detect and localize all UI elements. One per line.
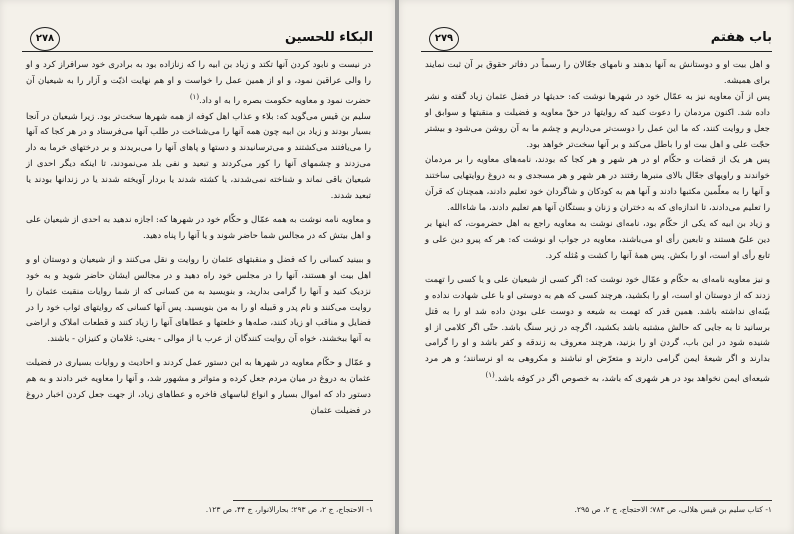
paragraph: و زیاد بن ابیه که یکی از حکّام بود، نامه‌ای نوشت به معاویه راجع به اهل حضرموت، که اینها بر دین علیّ هستند و تابعین رأی او می‌باشند، معاویه در جواب او نوشت که: هر که پیرو دین علی و تابع رأی او است، او را بکش. پس همهٔ آنها را کشت و مُثله کرد. <box>425 219 770 261</box>
header-rule <box>421 51 772 52</box>
left-running-title: البكاء للحسين <box>284 30 373 45</box>
header-rule <box>22 51 373 52</box>
paragraph: و اهل بیت او و دوستانش به آنها بدهند و نامهای جعّالان را رسماً در دفاتر حقوق بر آن ثبت نمایند برای همیشه. <box>425 60 770 86</box>
right-body-text <box>425 58 770 388</box>
paragraph: و معاویه نامه نوشت به همه عمّال و حکّام خود در شهرها که: اجازه ندهید به احدی از شیعیان علی و اهل بیتش که در مجالس شما حاضر شوند و یا آنها را پناه دهید. <box>26 215 371 241</box>
right-page-header <box>421 30 772 52</box>
footnote-rule <box>233 500 373 501</box>
left-page-number: ۲۷۸ <box>30 27 60 51</box>
right-running-title: باب هفتم <box>710 30 772 45</box>
right-page <box>399 0 794 534</box>
footnote-text: ۱- الاحتجاج، ج ۲، ص ۲۹۳؛ بحارالانوار، ج ۴۴، ص ۱۲۳. <box>205 505 373 514</box>
paragraph: پس هر یک از قضات و حکّام او در هر شهر و هر کجا که بودند، نامه‌های معاویه را بر مردمان خواندند و راویهای جعّال بالای منبرها رفتند در هر شهر و هر مسجدی و به دروغ روایتهایی ساختند و آنها را به معلّمین مکتبها دادند و آنها هم به کودکان و شاگردان خود تعلیم دادند، همچنان که قرآن را تعلیم می‌دادند، تا اندازه‌ای که به دختران و زنان و بستگان آنها هم تعلیم دادند، ما شاءالله. <box>425 155 770 214</box>
left-body-text <box>26 58 371 420</box>
left-page-header <box>22 30 373 52</box>
left-footnote <box>22 500 373 514</box>
paragraph: و ببینید کسانی را که فضل و منقبتهای عثمان را روایت و نقل می‌کنند و از شیعیان و دوستان او و اهل بیت او هستند، آنها را در مجلس خود راه دهید و در مجالس ایشان حاضر شوید و به خود نزدیک کنید و آنها را گرامی بدارید، و بنویسید به من کسانی که از شما روایات منقبت عثمان را روایت می‌کنند و نام پدر و قبیله او را به من بنویسید. پس آنها کسانی که روایتهای ثواب خود را در فضایل و مناقب او زیاد کنند، صله‌ها و خلعتها و عطاهای آنها را زیاد کنند و قطعات املاک و اراضی به آنها ببخشند، خواه آن روایت کنندگان از عرب یا از موالی - یعنی: غلامان و کنیزان - باشند. <box>26 254 371 345</box>
paragraph: سلیم بن قیس می‌گوید که: بلاء و عذاب اهل کوفه از همه شهرها سخت‌تر بود. زیرا شیعیان در آنجا بسیار بودند و زیاد بن ابیه چون همه آنها را می‌شناخت در طلب آنها می‌فرستاد و در هر کجا که آنها را می‌یافتند می‌کشتند و می‌ترسانیدند و دستها و پاهای آنها را می‌بریدند و بر درختهای خرما به دار می‌زدند و چشمهای آنها را کور می‌کردند و تبعید و نفی بلد می‌نمودند، تا اینکه دیگر احدی از شیعیان باقی نماند و شناخته نمی‌شدند، یا کشته شدند یا بردار آویخته شدند یا در زندانها بودند یا تبعید شدند. <box>26 111 371 202</box>
footnote-text: ۱- کتاب سلیم بن قیس هلالی، ص ۷۸۳؛ الاحتجاج، ج ۲، ص ۲۹۵. <box>574 505 772 514</box>
footnote-reference: (۱) <box>189 92 200 101</box>
paragraph: و نیز معاویه نامه‌ای به حکّام و عمّال خود نوشت که: اگر کسی از شیعیان علی و یا کسی را تهمت زدند که از دوستان او است، او را بکشید، هرچند کسی که هم به دوستی او با علی شهادت نداده و بیّنه‌ای نداشته باشد. همین قدر که تهمت به شیعه و دوست علی بودن داده شد او را به قتل برسانید تا به جایی که حالش مشتبه باشد بکشید، اگرچه در زیر سنگ باشد. حتّی اگر کلامی از او شنیده شود در این باب، گردن او را بزنید، هرچند معروف به زندقه و کفر باشد و او را گرامی بدارند و اگر شیعهٔ ایمن گرامی دارند و متعرّض او نباشند و مکروهی به او نرسانند؛ و هر مرد شیعه‌ای ایمن نخواهد بود در هر شهری که باشد، به خصوص اگر در کوفه باشد.$^{(۱)}$ <box>425 274 770 385</box>
paragraph: در نیست و نابود کردن آنها تکتد و زیاد بن ابیه را که زنازاده بود به برادری خود سرافراز کرد و او را والی عراقین نمود، و او از همین عمل را خواست و او هم نهایت اذیّت و آزار را به شیعیان آن حضرت نمود و معاویه حکومت بصره را به او داد.$^{(۱)}$ <box>26 60 371 106</box>
footnote-reference: (۱) <box>485 371 495 380</box>
footnote-rule <box>632 500 772 501</box>
right-page-number: ۲۷۹ <box>429 27 459 51</box>
left-page <box>0 0 395 534</box>
paragraph: و عمّال و حکّام معاویه در شهرها به این دستور عمل کردند و احادیث و روایات بسیاری در فضیلت عثمان به دروغ در میان مردم جعل کرده و متواتر و مشهور شد، و آنها را معاویه خبر دادند و به هم دستور داد که اموال بسیار و انواع لباسهای فاخره و عطاهای زیاد، از جهت جعل کردن اخبار دروغ در فضیلت عثمان <box>26 358 371 416</box>
paragraph: پس از آن معاویه نیز به عمّال خود در شهرها نوشت که: حدیثها در فضل عثمان زیاد گفته و نشر داده شد. اکنون مردمان را دعوت کنید که روایتها در حقّ معاویه و فضیلت و منقبتها و سوابق او جعل و روایت کنند، که ما این عمل را دوست‌تر می‌داریم و چشم ما به آن روشن می‌شود و بیشتر حجّت علی و اهل بیت او را باطل می‌کند و بر آنها سخت‌تر خواهد بود. <box>425 91 770 150</box>
right-footnote <box>421 500 772 514</box>
